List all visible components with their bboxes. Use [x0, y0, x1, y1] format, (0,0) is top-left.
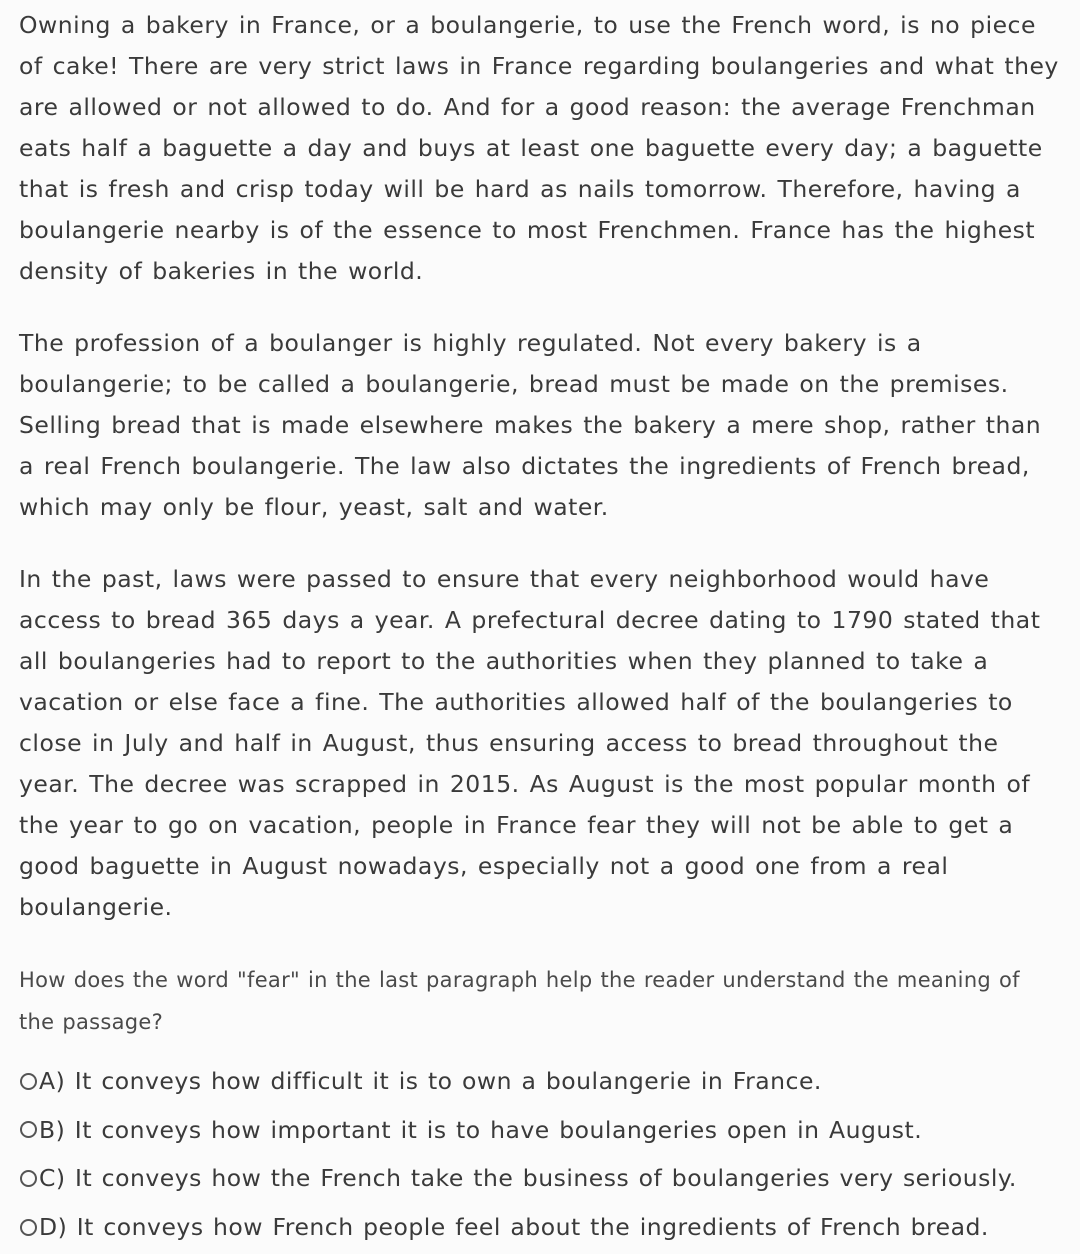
answer-option-b[interactable] [19, 1106, 1060, 1155]
answer-option-c[interactable] [19, 1154, 1060, 1203]
radio-circle-icon[interactable] [20, 1170, 37, 1187]
passage-paragraph-2: The profession of a boulanger is highly regulated. Not every bakery is a boulangerie; to be called a boulangerie, bread must be made on the premises. Selling bread that is made elsewhere makes the bakery a mere shop, rather than a real French boulangerie. The law also dictates the ingredients of French bread, which may only be flour, yeast, salt and water. [19, 329, 1042, 521]
question-prompt: How does the word "fear" in the last paragraph help the reader understand the meaning of the passage? [19, 968, 1020, 1034]
answer-option-a-label: A) It conveys how difficult it is to own a boulangerie in France. [39, 1067, 822, 1096]
answer-option-d[interactable] [19, 1203, 1060, 1252]
radio-circle-icon[interactable] [20, 1073, 37, 1090]
answer-option-a[interactable] [19, 1057, 1060, 1106]
answer-options [19, 1057, 1060, 1251]
answer-option-d-label: D) It conveys how French people feel about the ingredients of French bread. [39, 1213, 989, 1242]
answer-option-b-label: B) It conveys how important it is to have boulangeries open in August. [39, 1115, 923, 1144]
reading-passage [19, 0, 1060, 928]
radio-circle-icon[interactable] [20, 1121, 37, 1138]
passage-paragraph-1: Owning a bakery in France, or a boulangerie, to use the French word, is no piece of cake! There are very strict laws in France regarding boulangeries and what they are allowed or not allowed to do. And for a good reason: the average Frenchman eats half a baguette a day and buys at least one baguette every day; a baguette that is fresh and crisp today will be hard as nails tomorrow. Therefore, having a boulangerie nearby is of the essence to most Frenchmen. France has the highest density of bakeries in the world. [19, 11, 1059, 285]
radio-circle-icon[interactable] [20, 1219, 37, 1236]
passage-paragraph-3: In the past, laws were passed to ensure that every neighborhood would have access to bread 365 days a year. A prefectural decree dating to 1790 stated that all boulangeries had to report to the authorities when they planned to take a vacation or else face a fine. The authorities allowed half of the boulangeries to close in July and half in August, thus ensuring access to bread throughout the year. The decree was scrapped in 2015. As August is the most popular month of the year to go on vacation, people in France fear they will not be able to get a good baguette in August nowadays, especially not a good one from a real boulangerie. [19, 565, 1041, 921]
answer-option-c-label: C) It conveys how the French take the business of boulangeries very seriously. [39, 1164, 1017, 1193]
